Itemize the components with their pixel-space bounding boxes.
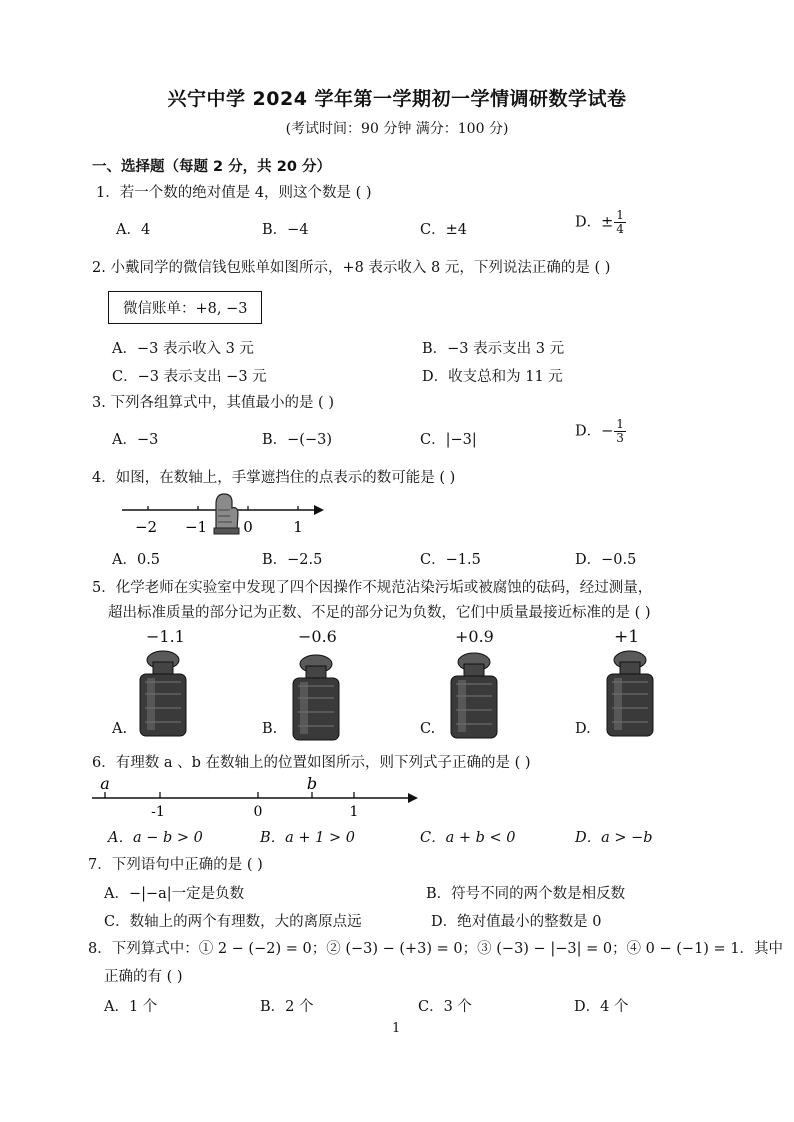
point-label: b xyxy=(306,774,318,793)
q1-option-b: B．−4 xyxy=(262,222,309,238)
page-title: 兴宁中学 2024 学年第一学期初一学情调研数学试卷 xyxy=(167,88,627,110)
weight-c-icon xyxy=(446,650,502,742)
q5-option-b: B. xyxy=(262,721,278,737)
question-7-stem: 7．下列语句中正确的是 ( ) xyxy=(88,857,263,873)
tick-label: 0 xyxy=(253,804,263,820)
question-1-stem: 1．若一个数的绝对值是 4，则这个数是 ( ) xyxy=(96,185,372,201)
q7-option-b: B．符号不同的两个数是相反数 xyxy=(426,886,626,902)
point-label: a xyxy=(100,774,110,793)
fraction-denominator: 3 xyxy=(616,431,624,445)
fraction-numerator: 1 xyxy=(616,208,624,222)
q7-option-d: D．绝对值最小的整数是 0 xyxy=(431,914,602,930)
weight-label: −1.1 xyxy=(146,627,185,646)
axis-arrow xyxy=(408,793,418,803)
q1-option-d-label: D．± xyxy=(575,214,614,231)
q1-option-c: C．±4 xyxy=(420,222,467,238)
q1-d-fraction xyxy=(614,209,626,236)
q8-option-b: B．2 个 xyxy=(260,999,314,1015)
q3-option-b: B．−(−3) xyxy=(262,432,332,448)
q3-option-d xyxy=(575,418,626,445)
tick-label: −1 xyxy=(184,518,208,536)
q6-option-d: D．a > −b xyxy=(575,830,653,846)
q1-option-d xyxy=(575,209,626,236)
q4-option-d: D．−0.5 xyxy=(575,552,637,568)
q6-option-b: B．a + 1 > 0 xyxy=(260,830,355,846)
tick-label: 0 xyxy=(243,518,253,536)
q8-option-d: D．4 个 xyxy=(574,999,629,1015)
tick-label: -1 xyxy=(151,804,165,820)
q2-option-a: A．−3 表示收入 3 元 xyxy=(112,341,254,357)
q8-option-a: A．1 个 xyxy=(104,999,158,1015)
q4-number-line xyxy=(110,490,340,540)
fraction-numerator: 1 xyxy=(616,417,624,431)
weight-label: −0.6 xyxy=(298,627,337,646)
wechat-bill-box: 微信账单：+8, −3 xyxy=(108,291,262,324)
question-6-stem: 6．有理数 a 、b 在数轴上的位置如图所示，则下列式子正确的是 ( ) xyxy=(92,755,531,771)
axis-arrow xyxy=(314,505,324,515)
q3-option-a: A．−3 xyxy=(112,432,159,448)
weight-b-icon xyxy=(288,652,344,744)
weight-label: +1 xyxy=(614,627,640,647)
weight-label: +0.9 xyxy=(455,627,494,646)
question-5-stem-cont: 超出标准质量的部分记为正数、不足的部分记为负数，它们中质量最接近标准的是 ( ) xyxy=(108,605,651,621)
q4-option-c: C．−1.5 xyxy=(420,552,481,568)
q6-number-line xyxy=(88,772,428,820)
q6-option-a: A．a − b > 0 xyxy=(108,830,203,846)
weight-d-icon xyxy=(602,648,658,740)
question-4-stem: 4．如图，在数轴上，手掌遮挡住的点表示的数可能是 ( ) xyxy=(92,470,456,486)
question-5-stem: 5．化学老师在实验室中发现了四个因操作不规范沾染污垢或被腐蚀的砝码，经过测量， xyxy=(92,580,653,596)
tick-label: −2 xyxy=(134,518,158,536)
q4-option-b: B．−2.5 xyxy=(262,552,323,568)
q7-option-a: A．−|−a|一定是负数 xyxy=(104,886,245,902)
section-heading: 一、选择题（每题 2 分，共 20 分） xyxy=(92,159,331,175)
q5-option-d: D. xyxy=(575,721,591,737)
q3-option-d-label: D．− xyxy=(575,423,614,440)
q3-option-c: C．|−3| xyxy=(420,432,477,448)
q8-option-c: C．3 个 xyxy=(418,999,472,1015)
fraction-denominator: 4 xyxy=(616,222,624,236)
q2-option-b: B．−3 表示支出 3 元 xyxy=(422,341,565,357)
mitten-hand-icon xyxy=(214,494,239,534)
q2-option-c: C．−3 表示支出 −3 元 xyxy=(112,369,267,385)
exam-info: (考试时间：90 分钟 满分：100 分) xyxy=(285,121,509,137)
q7-option-c: C．数轴上的两个有理数，大的离原点远 xyxy=(104,914,362,930)
q3-d-fraction xyxy=(614,418,626,445)
question-8-stem: 8．下列算式中：① 2 − (−2) = 0；② (−3) − (+3) = 0；③ (−3) − |−3| = 0；④ 0 − (−1) = 1．其中 xyxy=(88,941,784,957)
page-number: 1 xyxy=(392,1021,401,1036)
q5-option-c: C. xyxy=(420,721,436,737)
q2-option-d: D．收支总和为 11 元 xyxy=(422,369,563,385)
question-8-stem-cont: 正确的有 ( ) xyxy=(104,969,183,985)
question-2-stem: 2. 小戴同学的微信钱包账单如图所示，+8 表示收入 8 元，下列说法正确的是 ( ) xyxy=(92,260,611,276)
tick-label: 1 xyxy=(349,804,359,820)
tick-label: 1 xyxy=(293,518,303,536)
q5-option-a: A. xyxy=(112,721,128,737)
question-3-stem: 3. 下列各组算式中，其值最小的是 ( ) xyxy=(92,395,334,411)
q4-option-a: A．0.5 xyxy=(112,552,161,568)
weight-a-icon xyxy=(135,648,191,740)
q1-option-a: A．4 xyxy=(116,222,151,238)
q6-option-c: C．a + b < 0 xyxy=(420,830,516,846)
